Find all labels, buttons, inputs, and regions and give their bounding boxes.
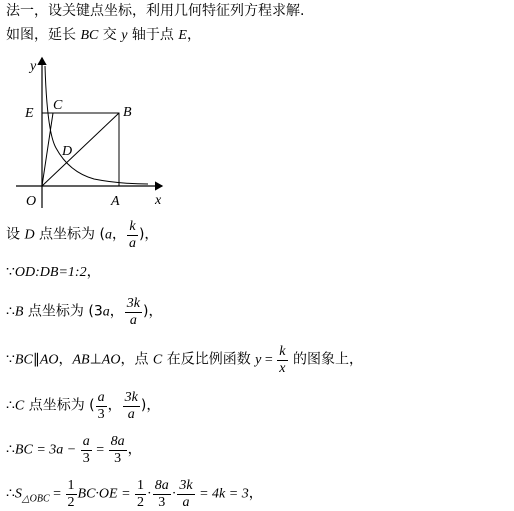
label-d: D <box>62 144 73 159</box>
result: = 4k = 3 <box>195 486 249 502</box>
step-5-mid: 点坐标为 ( <box>24 397 95 414</box>
frac-den: 3 <box>114 451 122 466</box>
coord-a: a <box>104 227 112 243</box>
step-2-end: ， <box>86 264 101 280</box>
step-3-mid: 点坐标为 (3 <box>23 303 103 320</box>
frac-num: 3k <box>179 478 193 493</box>
segment-bc: BC <box>14 442 33 458</box>
segment-ao: AO <box>39 352 59 368</box>
area-symbol: S <box>14 486 22 502</box>
fraction-a-over-3 <box>96 390 107 423</box>
step-1-mid: 点坐标为 ( <box>34 226 105 243</box>
step-5-end: )， <box>140 397 161 414</box>
frac-num: k <box>127 219 138 236</box>
fraction-8a-over-3 <box>109 434 127 467</box>
area-subscript: △OBC <box>21 493 50 505</box>
step-4 <box>6 344 363 377</box>
frac-num: k <box>279 344 286 359</box>
label-y: y <box>30 59 37 74</box>
axis-y-ref: y <box>121 28 128 43</box>
intro-text-d: ， <box>186 27 201 43</box>
step-2 <box>6 263 101 282</box>
frac-num: 8a <box>154 478 169 493</box>
frac-den: a <box>182 495 190 510</box>
label-o: O <box>26 194 37 209</box>
label-x: x <box>155 193 162 208</box>
frac-num: 3k <box>126 296 140 311</box>
coord-a: a <box>102 304 110 320</box>
step-1-end: )， <box>138 226 159 243</box>
fraction-k-over-x <box>277 344 287 377</box>
dot-operator: · <box>147 486 152 502</box>
frac-num: 1 <box>67 478 75 493</box>
step-3-end: )， <box>142 303 163 320</box>
point-c-ref: C <box>152 352 163 368</box>
point-c-ref: C <box>14 398 25 414</box>
fraction-8a-over-3 <box>153 478 171 511</box>
diagonal-ob <box>42 113 119 186</box>
frac-num: a <box>97 390 105 405</box>
step-4-text2: 在反比例函数 <box>162 351 256 368</box>
fraction-3k-over-a <box>177 478 194 511</box>
segment-oc <box>42 113 53 186</box>
frac-num: 1 <box>137 478 145 493</box>
frac-den: a <box>128 236 136 251</box>
segment-bc: BC <box>80 28 99 43</box>
intro-line-1 <box>6 2 304 20</box>
frac-den: 3 <box>158 495 166 510</box>
because-symbol: ∵ <box>6 265 15 280</box>
label-b: B <box>123 105 132 120</box>
comma: ， <box>111 227 126 243</box>
intro-text-c: 轴于点 <box>127 27 179 43</box>
step-7 <box>6 478 263 511</box>
step-1-text: 设 <box>6 226 25 243</box>
frac-num: 8a <box>110 434 125 449</box>
because-symbol: ∵ <box>6 352 15 368</box>
therefore-symbol: ∴ <box>6 486 15 502</box>
step-5 <box>6 390 160 423</box>
intro-text-b: 交 <box>98 27 122 43</box>
intro-text-a: 如图，延长 <box>6 27 81 43</box>
geometry-figure <box>14 52 174 212</box>
fraction-3k-over-a <box>125 296 142 329</box>
frac-den: 3 <box>82 451 90 466</box>
label-a: A <box>111 194 120 209</box>
point-d-ref: D <box>24 227 35 243</box>
step-6-end: ， <box>127 441 142 458</box>
step-6 <box>6 434 142 467</box>
perp-symbol: ⊥ <box>89 352 102 368</box>
segment-ab: AB <box>72 352 90 368</box>
frac-num: a <box>82 434 90 449</box>
step-4-text: ，点 <box>120 351 153 368</box>
step-7-end: ， <box>248 485 263 502</box>
expression: BC·OE = <box>77 486 135 502</box>
comma: ， <box>107 398 122 414</box>
frac-den: 2 <box>67 495 75 510</box>
point-e-ref: E <box>178 28 187 43</box>
fraction-3k-over-a <box>123 390 140 423</box>
therefore-symbol: ∴ <box>6 442 15 458</box>
comma: ， <box>109 304 124 320</box>
step-1 <box>6 219 158 252</box>
fraction-1-over-2 <box>66 478 77 511</box>
ratio-text: OD:DB=1:2 <box>14 265 87 280</box>
equals: = <box>49 486 65 502</box>
frac-den: x <box>279 361 286 376</box>
dot-operator: · <box>171 486 177 502</box>
frac-den: 3 <box>97 407 105 422</box>
expression: = 3a − <box>32 442 80 458</box>
fraction-1-over-2 <box>135 478 146 511</box>
frac-den: a <box>127 407 135 422</box>
frac-num: 3k <box>124 390 138 405</box>
label-e: E <box>25 106 34 121</box>
intro-text: 法一，设关键点坐标，利用几何特征列方程求解. <box>6 3 305 19</box>
segment-ao: AO <box>101 352 121 368</box>
step-4-end: 的图象上， <box>288 351 363 368</box>
var-y: y <box>255 352 262 368</box>
frac-den: 2 <box>137 495 145 510</box>
point-b-ref: B <box>14 304 24 320</box>
equals: = <box>261 352 277 368</box>
comma: ， <box>58 351 73 368</box>
fraction-k-over-a <box>127 219 138 252</box>
equals: = <box>92 442 108 458</box>
therefore-symbol: ∴ <box>6 398 15 414</box>
therefore-symbol: ∴ <box>6 304 15 320</box>
segment-bc: BC <box>14 352 33 368</box>
label-c: C <box>53 98 63 113</box>
parallel-symbol: ∥ <box>32 352 40 368</box>
fraction-a-over-3 <box>81 434 92 467</box>
frac-den: a <box>129 313 137 328</box>
step-3 <box>6 296 162 329</box>
hyperbola-curve <box>45 66 148 184</box>
intro-line-2 <box>6 26 201 45</box>
